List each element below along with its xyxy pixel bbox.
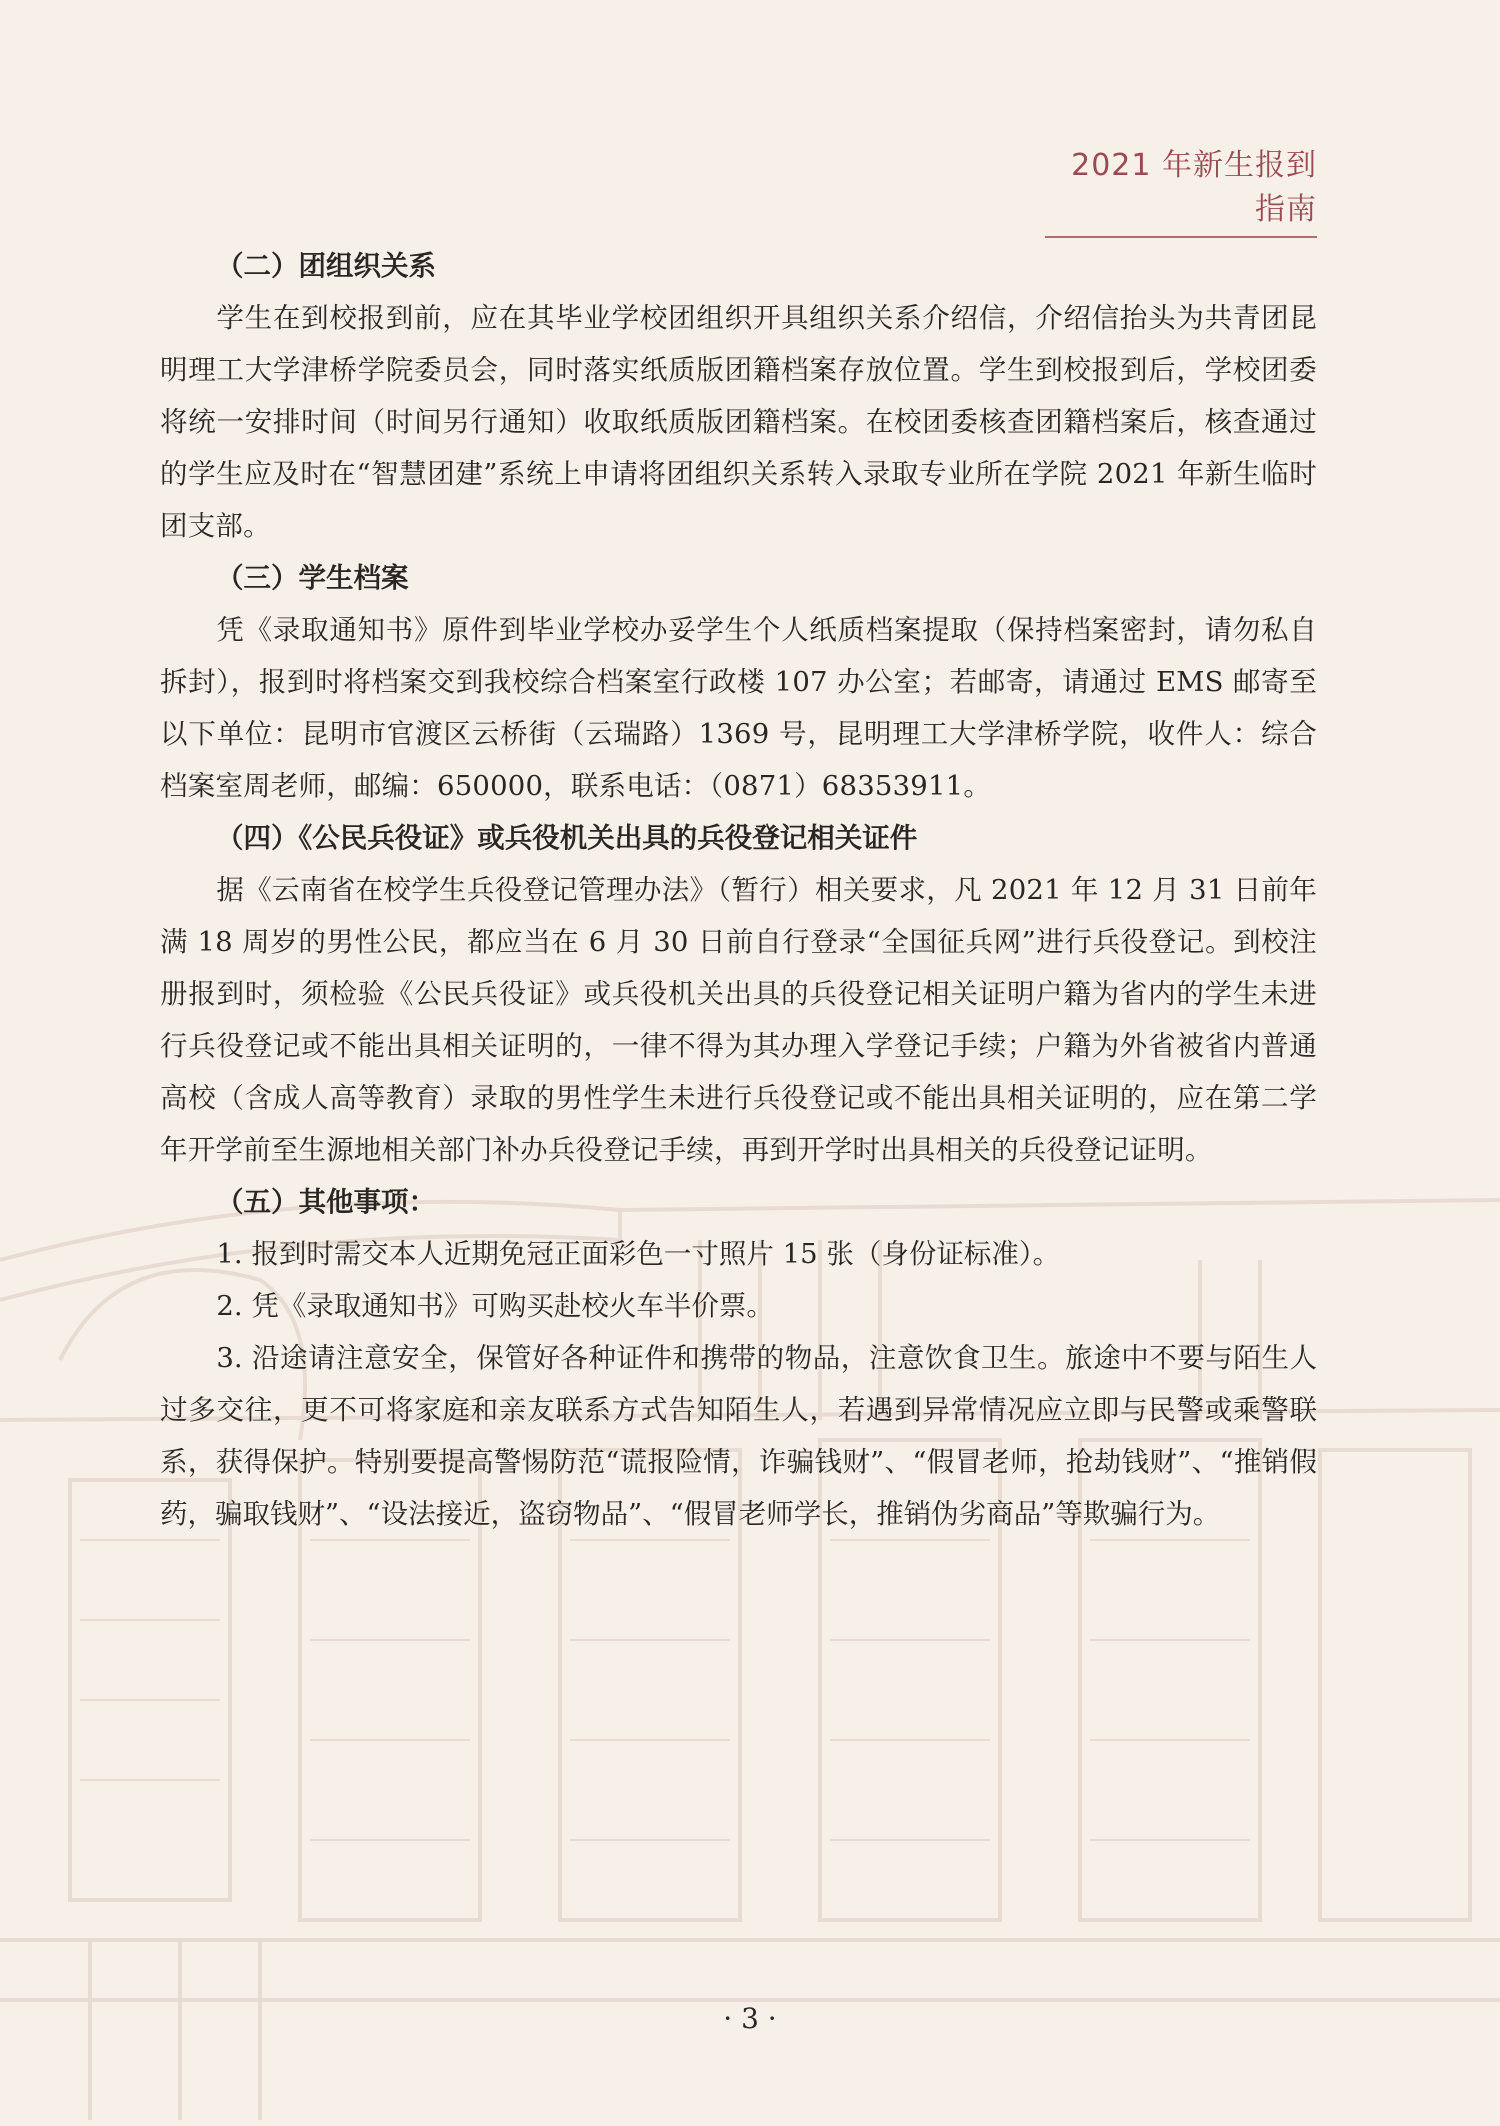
section-heading-league: （二）团组织关系 bbox=[216, 250, 436, 282]
paragraph-military: 据《云南省在校学生兵役登记管理办法》（暂行）相关要求，凡 2021 年 12 月 31 日前年满 18 周岁的男性公民，都应当在 6 月 30 日前自行登录“全国征兵网”进行兵役登记。到校注册报到时，须检验《公民兵役证》或兵役机关出具的兵役登记相关证明户籍为省内的学生未进行兵役登记或不能出具相关证明的，一律不得为其办理入学登记手续；户籍为外省被省内普通高校（含成人高等教育）录取的男性学生未进行兵役登记或不能出具相关证明的，应在第二学年开学前至生源地相关部门补办兵役登记手续，再到开学时出具相关的兵役登记证明。 bbox=[160, 874, 1317, 1166]
list-item-safety: 3. 沿途请注意安全，保管好各种证件和携带的物品，注意饮食卫生。旅途中不要与陌生人过多交往，更不可将家庭和亲友联系方式告知陌生人，若遇到异常情况应立即与民警或乘警联系，获得保护。特别要提高警惕防范“谎报险情，诈骗钱财”、“假冒老师，抢劫钱财”、“推销假药，骗取钱财”、“设法接近，盗窃物品”、“假冒老师学长，推销伪劣商品”等欺骗行为。 bbox=[160, 1342, 1317, 1530]
section-heading-military: （四）《公民兵役证》或兵役机关出具的兵役登记相关证件 bbox=[216, 822, 918, 854]
page-number: · 3 · bbox=[723, 2002, 777, 2035]
section-heading-archive: （三）学生档案 bbox=[216, 562, 409, 594]
document-body bbox=[160, 240, 1317, 1540]
section-heading-other: （五）其他事项： bbox=[216, 1186, 436, 1218]
paragraph-archive: 凭《录取通知书》原件到毕业学校办妥学生个人纸质档案提取（保持档案密封，请勿私自拆封），报到时将档案交到我校综合档案室行政楼 107 办公室；若邮寄，请通过 EMS 邮寄至以下单位：昆明市官渡区云桥街（云瑞路）1369 号，昆明理工大学津桥学院，收件人：综合档案室周老师，邮编：650000，联系电话：（0871）68353911。 bbox=[160, 614, 1317, 802]
paragraph-league: 学生在到校报到前，应在其毕业学校团组织开具组织关系介绍信，介绍信抬头为共青团昆明理工大学津桥学院委员会，同时落实纸质版团籍档案存放位置。学生到校报到后，学校团委将统一安排时间（时间另行通知）收取纸质版团籍档案。在校团委核查团籍档案后，核查通过的学生应及时在“智慧团建”系统上申请将团组织关系转入录取专业所在学院 2021 年新生临时团支部。 bbox=[160, 302, 1317, 542]
page-header: 2021 年新生报到指南 bbox=[1045, 140, 1317, 238]
list-item-ticket: 2. 凭《录取通知书》可购买赴校火车半价票。 bbox=[216, 1290, 774, 1322]
list-item-photo: 1. 报到时需交本人近期免冠正面彩色一寸照片 15 张（身份证标准）。 bbox=[216, 1238, 1061, 1270]
